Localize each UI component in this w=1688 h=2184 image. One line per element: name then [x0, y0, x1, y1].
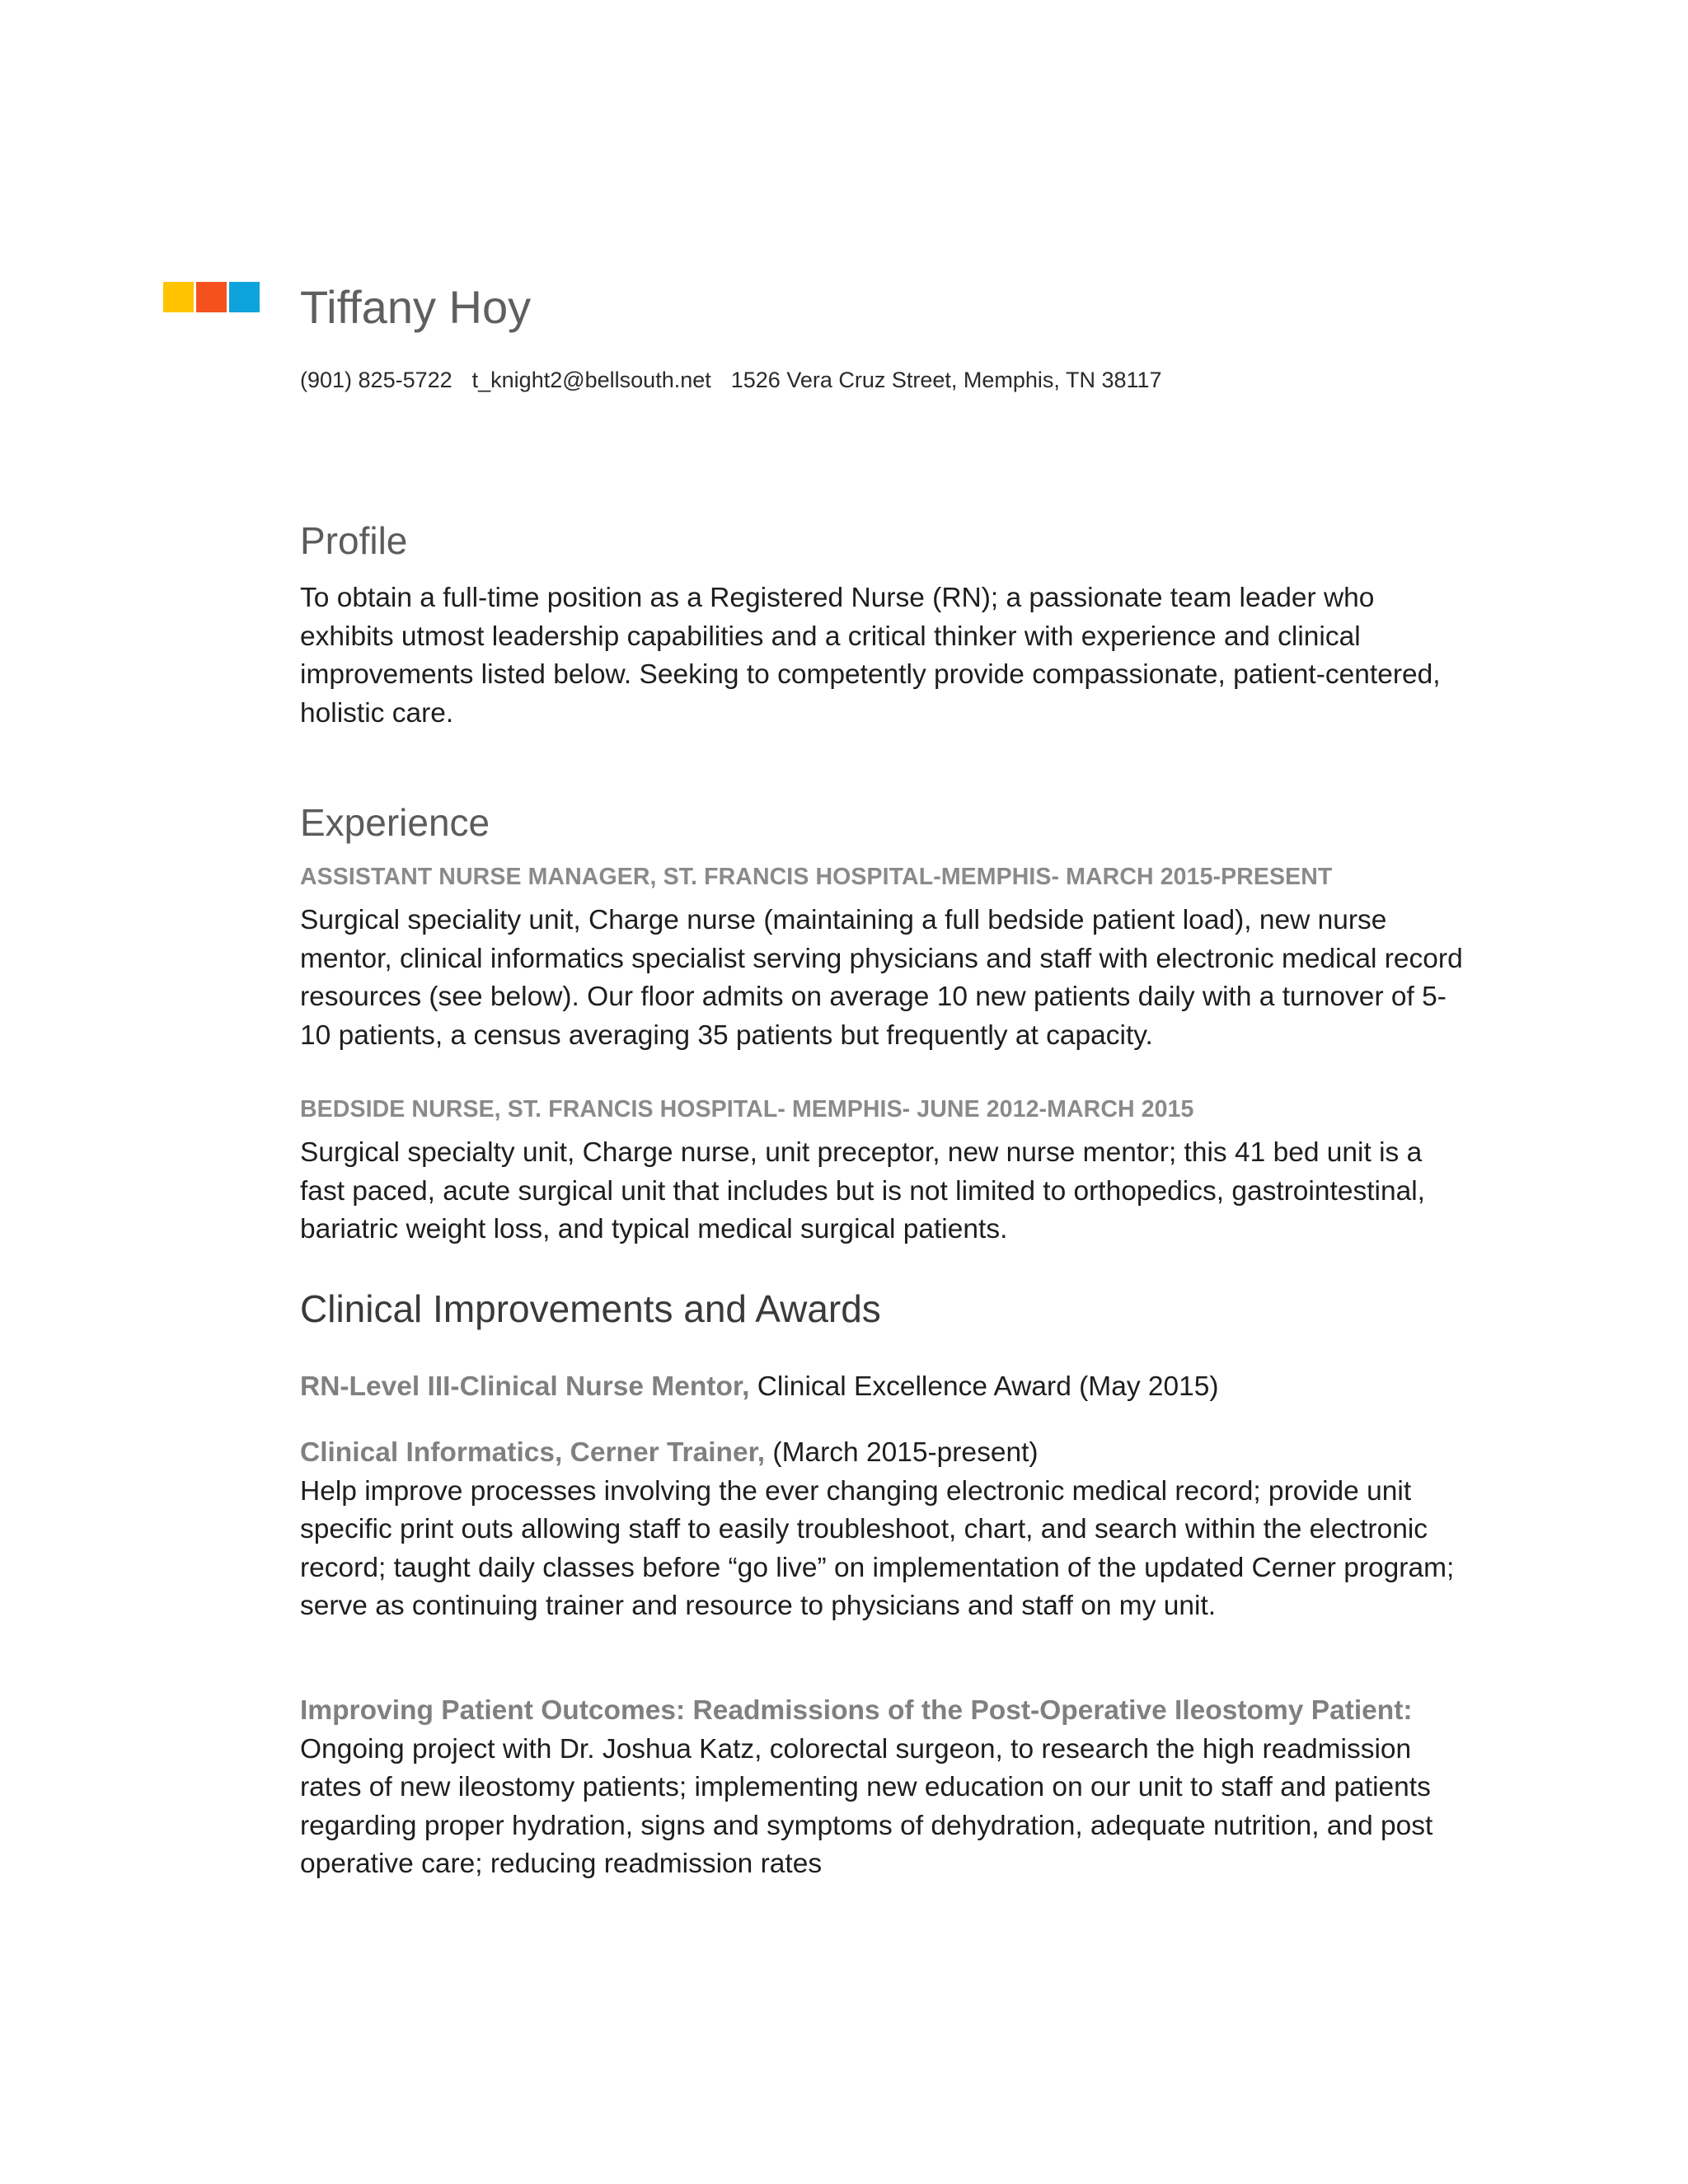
job-title: ASSISTANT NURSE MANAGER, ST. FRANCIS HOSPITAL-MEMPHIS- MARCH 2015-PRESENT — [300, 864, 1333, 890]
clinical-item-description: Ongoing project with Dr. Joshua Katz, colorectal surgeon, to research the high readmission rates of new ileostomy patients; implementing new education on our unit to staff and patients regarding proper hydration, signs and symptoms of dehydration, adequate nutrition, and post operative care; reducing readmission rates — [300, 1733, 1433, 1879]
clinical-item-detail: Clinical Excellence Award (May 2015) — [749, 1371, 1219, 1402]
brand-squares — [163, 282, 262, 312]
accent-square-blue — [229, 282, 260, 312]
clinical-item-title: RN-Level III-Clinical Nurse Mentor, — [300, 1371, 750, 1402]
clinical-item-title: Clinical Informatics, Cerner Trainer, — [300, 1437, 766, 1468]
profile-text: To obtain a full-time position as a Registered Nurse (RN); a passionate team leader who exhibits utmost leadership capabilities and a critical thinker with experience and clinical improvements listed below. Seeking to competently provide compassionate, patient-centered, holistic care. — [300, 583, 1441, 729]
accent-square-yellow — [163, 282, 194, 312]
clinical-item — [300, 1692, 1470, 1884]
street-address: 1526 Vera Cruz Street, Memphis, TN 38117 — [730, 368, 1162, 392]
job-description: Surgical specialty unit, Charge nurse, unit preceptor, new nurse mentor; this 41 bed unit is a fast paced, acute surgical unit that includes but is not limited to orthopedics, gastrointestinal, bariatric weight loss, and typical medical surgical patients. — [300, 1137, 1425, 1244]
phone-number: (901) 825-5722 — [300, 368, 452, 392]
clinical-item-detail: (March 2015-present) — [765, 1437, 1039, 1468]
contact-line — [300, 365, 1470, 395]
email-address: t_knight2@bellsouth.net — [471, 368, 711, 392]
clinical-item-description: Help improve processes involving the ever changing electronic medical record; provide unit specific print outs allowing staff to easily troubleshoot, chart, and search within the electronic record; taught daily classes before “go live” on implementation of the updated Cerner program; serve as continuing trainer and resource to physicians and staff on my unit. — [300, 1475, 1455, 1621]
clinical-item-title: Improving Patient Outcomes: Readmissions of the Post-Operative Ileostomy Patient: — [300, 1695, 1413, 1726]
job-title: BEDSIDE NURSE, ST. FRANCIS HOSPITAL- MEMPHIS- JUNE 2012-MARCH 2015 — [300, 1096, 1194, 1122]
accent-square-red — [196, 282, 227, 312]
clinical-item — [300, 1368, 1470, 1407]
candidate-name: Tiffany Hoy — [300, 281, 532, 333]
clinical-item — [300, 1434, 1470, 1626]
experience-heading: Experience — [300, 801, 490, 844]
profile-heading: Profile — [300, 519, 408, 562]
job-description: Surgical speciality unit, Charge nurse (maintaining a full bedside patient load), new nurse mentor, clinical informatics specialist serving physicians and staff with electronic medical record resources (see below). Our floor admits on average 10 new patients daily with a turnover of 5-10 patients, a census averaging 35 patients but frequently at capacity. — [300, 905, 1463, 1051]
clinical-heading: Clinical Improvements and Awards — [300, 1287, 881, 1330]
